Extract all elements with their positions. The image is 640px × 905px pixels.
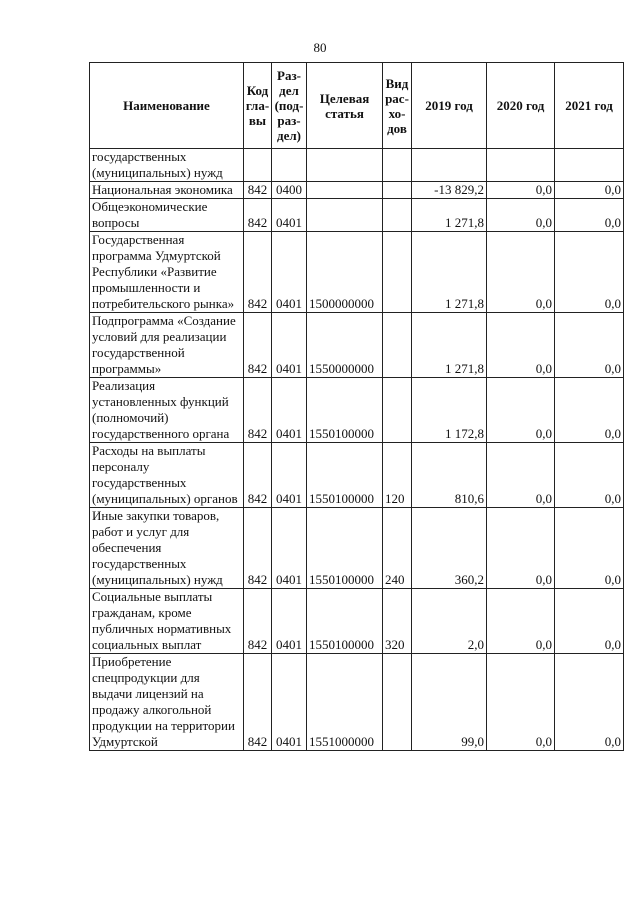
cell-2019: -13 829,2 xyxy=(412,182,487,199)
cell-2019 xyxy=(412,149,487,182)
cell-2020: 0,0 xyxy=(487,508,555,589)
table-row xyxy=(90,313,624,378)
cell-2020: 0,0 xyxy=(487,378,555,443)
header-code: Код гла- вы xyxy=(244,63,272,149)
cell-vid: 240 xyxy=(383,508,412,589)
cell-2020: 0,0 xyxy=(487,654,555,751)
cell-name: Общеэкономические вопросы xyxy=(90,199,244,232)
cell-code: 842 xyxy=(244,589,272,654)
table-row xyxy=(90,199,624,232)
cell-2021: 0,0 xyxy=(555,654,624,751)
header-name: Наименование xyxy=(90,63,244,149)
cell-vid xyxy=(383,149,412,182)
cell-code: 842 xyxy=(244,378,272,443)
cell-vid xyxy=(383,182,412,199)
cell-code: 842 xyxy=(244,182,272,199)
table-row xyxy=(90,589,624,654)
cell-target xyxy=(307,149,383,182)
cell-section: 0401 xyxy=(272,232,307,313)
cell-vid: 320 xyxy=(383,589,412,654)
cell-name: Приобретение спецпродукции для выдачи лицензий на продажу алкогольной продукции на территории Удмуртской xyxy=(90,654,244,751)
cell-2019: 1 271,8 xyxy=(412,199,487,232)
header-section: Раз- дел (под- раз- дел) xyxy=(272,63,307,149)
page-number: 80 xyxy=(313,40,327,55)
cell-2019: 1 271,8 xyxy=(412,313,487,378)
header-2020: 2020 год xyxy=(487,63,555,149)
cell-vid xyxy=(383,313,412,378)
cell-name: Подпрограмма «Создание условий для реализации государственной программы» xyxy=(90,313,244,378)
cell-section: 0401 xyxy=(272,654,307,751)
cell-vid: 120 xyxy=(383,443,412,508)
cell-code: 842 xyxy=(244,443,272,508)
cell-2020: 0,0 xyxy=(487,589,555,654)
cell-section xyxy=(272,149,307,182)
cell-2019: 99,0 xyxy=(412,654,487,751)
cell-code: 842 xyxy=(244,232,272,313)
table-row xyxy=(90,378,624,443)
cell-2020: 0,0 xyxy=(487,232,555,313)
cell-2021: 0,0 xyxy=(555,378,624,443)
cell-code: 842 xyxy=(244,654,272,751)
cell-target: 1550100000 xyxy=(307,589,383,654)
cell-section: 0401 xyxy=(272,589,307,654)
cell-target: 1550000000 xyxy=(307,313,383,378)
cell-2020: 0,0 xyxy=(487,313,555,378)
cell-section: 0401 xyxy=(272,508,307,589)
cell-2021 xyxy=(555,149,624,182)
cell-section: 0401 xyxy=(272,378,307,443)
cell-2019: 360,2 xyxy=(412,508,487,589)
cell-section: 0400 xyxy=(272,182,307,199)
header-vid: Вид рас- хо- дов xyxy=(383,63,412,149)
cell-name: Иные закупки товаров, работ и услуг для обеспечения государственных (муниципальных) нужд xyxy=(90,508,244,589)
cell-target xyxy=(307,182,383,199)
cell-2021: 0,0 xyxy=(555,589,624,654)
cell-2020: 0,0 xyxy=(487,199,555,232)
cell-target: 1550100000 xyxy=(307,378,383,443)
table-row xyxy=(90,182,624,199)
cell-target xyxy=(307,199,383,232)
cell-section: 0401 xyxy=(272,313,307,378)
header-2019: 2019 год xyxy=(412,63,487,149)
cell-2020 xyxy=(487,149,555,182)
cell-2019: 810,6 xyxy=(412,443,487,508)
header-2021: 2021 год xyxy=(555,63,624,149)
cell-name: Социальные выплаты гражданам, кроме публичных нормативных социальных выплат xyxy=(90,589,244,654)
cell-vid xyxy=(383,378,412,443)
cell-target: 1550100000 xyxy=(307,443,383,508)
table-header-row xyxy=(90,63,624,149)
cell-code: 842 xyxy=(244,199,272,232)
cell-target: 1500000000 xyxy=(307,232,383,313)
cell-section: 0401 xyxy=(272,443,307,508)
table-row xyxy=(90,508,624,589)
cell-2021: 0,0 xyxy=(555,313,624,378)
table-row xyxy=(90,443,624,508)
cell-name: Национальная экономика xyxy=(90,182,244,199)
cell-vid xyxy=(383,199,412,232)
cell-vid xyxy=(383,654,412,751)
cell-2021: 0,0 xyxy=(555,443,624,508)
cell-code: 842 xyxy=(244,313,272,378)
cell-name: Реализация установленных функций (полномочий) государственного органа xyxy=(90,378,244,443)
cell-name: Расходы на выплаты персоналу государственных (муниципальных) органов xyxy=(90,443,244,508)
cell-2019: 1 271,8 xyxy=(412,232,487,313)
cell-2020: 0,0 xyxy=(487,182,555,199)
cell-2021: 0,0 xyxy=(555,232,624,313)
cell-2020: 0,0 xyxy=(487,443,555,508)
cell-code: 842 xyxy=(244,508,272,589)
header-target: Целевая статья xyxy=(307,63,383,149)
cell-2021: 0,0 xyxy=(555,508,624,589)
cell-target: 1550100000 xyxy=(307,508,383,589)
budget-table xyxy=(89,62,624,751)
cell-2019: 1 172,8 xyxy=(412,378,487,443)
cell-2021: 0,0 xyxy=(555,182,624,199)
cell-name: Государственная программа Удмуртской Республики «Развитие промышленности и потребительского рынка» xyxy=(90,232,244,313)
cell-vid xyxy=(383,232,412,313)
cell-code xyxy=(244,149,272,182)
table-row xyxy=(90,654,624,751)
cell-target: 1551000000 xyxy=(307,654,383,751)
cell-2021: 0,0 xyxy=(555,199,624,232)
cell-section: 0401 xyxy=(272,199,307,232)
cell-name: государственных (муниципальных) нужд xyxy=(90,149,244,182)
table-row xyxy=(90,149,624,182)
table-row xyxy=(90,232,624,313)
cell-2019: 2,0 xyxy=(412,589,487,654)
